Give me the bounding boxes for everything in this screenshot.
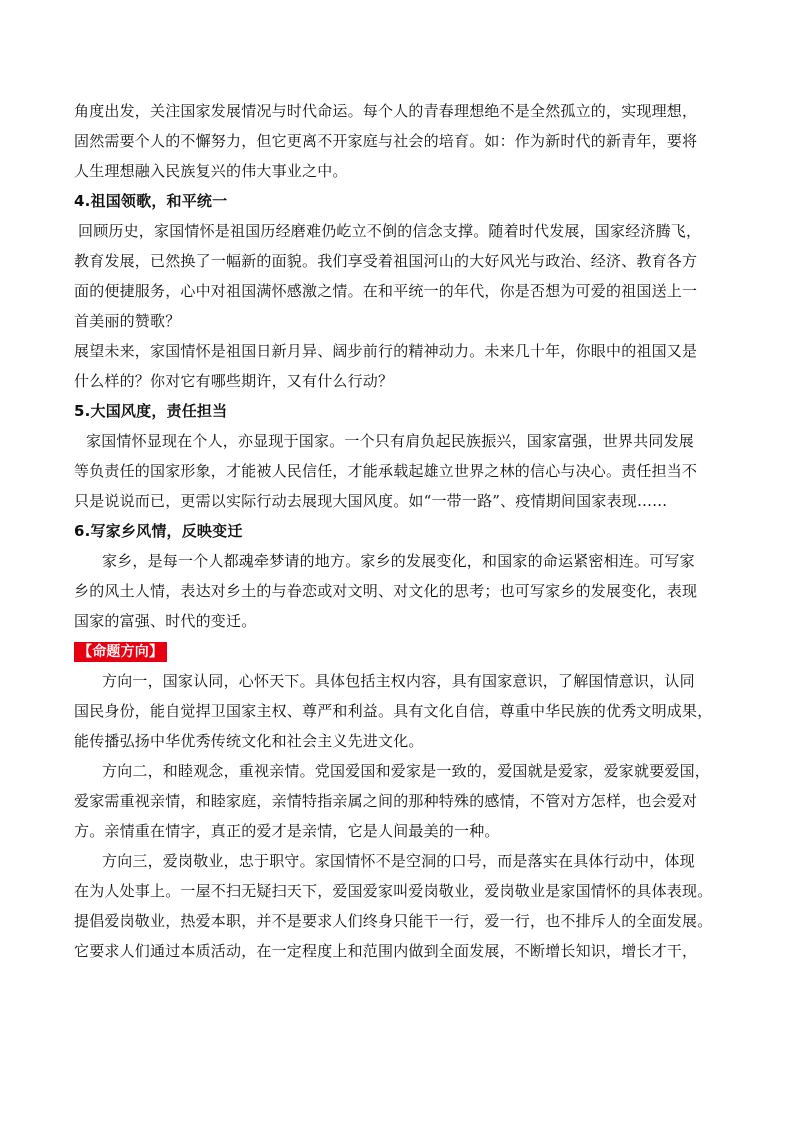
paragraph-line: 固然需要个人的不懈努力，但它更离不开家庭与社会的培育。如：作为新时代的新青年，要将 <box>74 132 698 150</box>
direction-1 <box>74 666 740 756</box>
section-heading: 5.大国风度，责任担当 <box>74 402 228 420</box>
direction-tag-line <box>74 636 740 666</box>
paragraph-line: 乡的风土人情，表达对乡土的与眷恋或对文明、对文化的思考；也可写家乡的发展变化，表现 <box>74 582 698 600</box>
paragraph-line: 等负责任的国家形象，才能被人民信任，才能承载起雄立世界之林的信心与决心。责任担当不 <box>74 462 698 480</box>
paragraph-line: 什么样的？你对它有哪些期许，又有什么行动？ <box>74 372 394 390</box>
paragraph-line: 它要求人们通过本质活动，在一定程度上和范围内做到全面发展，不断增长知识，增长才干， <box>74 942 698 960</box>
paragraph-line: 家乡，是每一个人都魂牵梦请的地方。家乡的发展变化，和国家的命运紧密相连。可写家 <box>102 552 695 570</box>
section-6 <box>74 516 740 636</box>
paragraph-line: 国家的富强、时代的变迁。 <box>74 612 257 630</box>
paragraph-line: 人生理想融入民族复兴的伟大事业之中。 <box>74 162 348 180</box>
section-heading: 4.祖国领歌，和平统一 <box>74 192 228 210</box>
direction-3 <box>74 846 740 966</box>
direction-2 <box>74 756 740 846</box>
paragraph-line: 家国情怀显现在个人，亦显现于国家。一个只有肩负起民族振兴，国家富强，世界共同发展 <box>86 432 695 450</box>
paragraph-line: 角度出发，关注国家发展情况与时代命运。每个人的青春理想绝不是全然孤立的，实现理想， <box>74 102 698 120</box>
paragraph-line: 方向三，爱岗敬业，忠于职守。家国情怀不是空洞的口号，而是落实在具体行动中，体现 <box>102 852 695 870</box>
section-heading: 6.写家乡风情，反映变迁 <box>74 522 243 540</box>
paragraph-line: 回顾历史，家国情怀是祖国历经磨难仍屹立不倒的信念支撑。随着时代发展，国家经济腾飞， <box>78 222 702 240</box>
paragraph-line: 国民身份，能自觉捍卫国家主权、尊严和利益。具有文化自信，尊重中华民族的优秀文明成果， <box>74 702 713 720</box>
paragraph-line: 方向一，国家认同，心怀天下。具体包括主权内容，具有国家意识，了解国情意识，认同 <box>102 672 695 690</box>
paragraph-line: 提倡爱岗敬业，热爱本职，并不是要求人们终身只能干一行，爱一行，也不排斥人的全面发展。 <box>74 912 713 930</box>
paragraph-line: 能传播弘扬中华优秀传统文化和社会主义先进文化。 <box>74 732 424 750</box>
section-5 <box>74 396 740 516</box>
paragraph-line: 在为人处事上。一屋不扫无疑扫天下，爱国爱家叫爱岗敬业，爱岗敬业是家国情怀的具体表现。 <box>74 882 713 900</box>
direction-heading <box>74 636 740 666</box>
section-4 <box>74 186 740 396</box>
paragraph-line: 方。亲情重在情字，真正的爱才是亲情，它是人间最美的一种。 <box>74 822 500 840</box>
paragraph-line: 爱家需重视亲情，和睦家庭，亲情特指亲属之间的那种特殊的感情，不管对方怎样，也会爱对 <box>74 792 698 810</box>
paragraph-line: 首美丽的赞歌？ <box>74 312 181 330</box>
paragraph-line: 教育发展，已然换了一幅新的面貌。我们享受着祖国河山的大好风光与政治、经济、教育各方 <box>74 252 698 270</box>
paragraph-line: 只是说说而已，更需以实际行动去展现大国风度。如“一带一路”、疫情期间国家表现…… <box>74 492 668 510</box>
paragraph-line: 方向二，和睦观念，重视亲情。党国爱国和爱家是一致的，爱国就是爱家，爱家就要爱国， <box>102 762 711 780</box>
paragraph-line: 展望未来，家国情怀是祖国日新月异、阔步前行的精神动力。未来几十年，你眼中的祖国又是 <box>74 342 698 360</box>
intro-paragraph <box>74 96 740 186</box>
paragraph-line: 面的便捷服务，心中对祖国满怀感激之情。在和平统一的年代，你是否想为可爱的祖国送上一 <box>74 282 698 300</box>
direction-tag: 【命题方向】 <box>74 642 167 662</box>
